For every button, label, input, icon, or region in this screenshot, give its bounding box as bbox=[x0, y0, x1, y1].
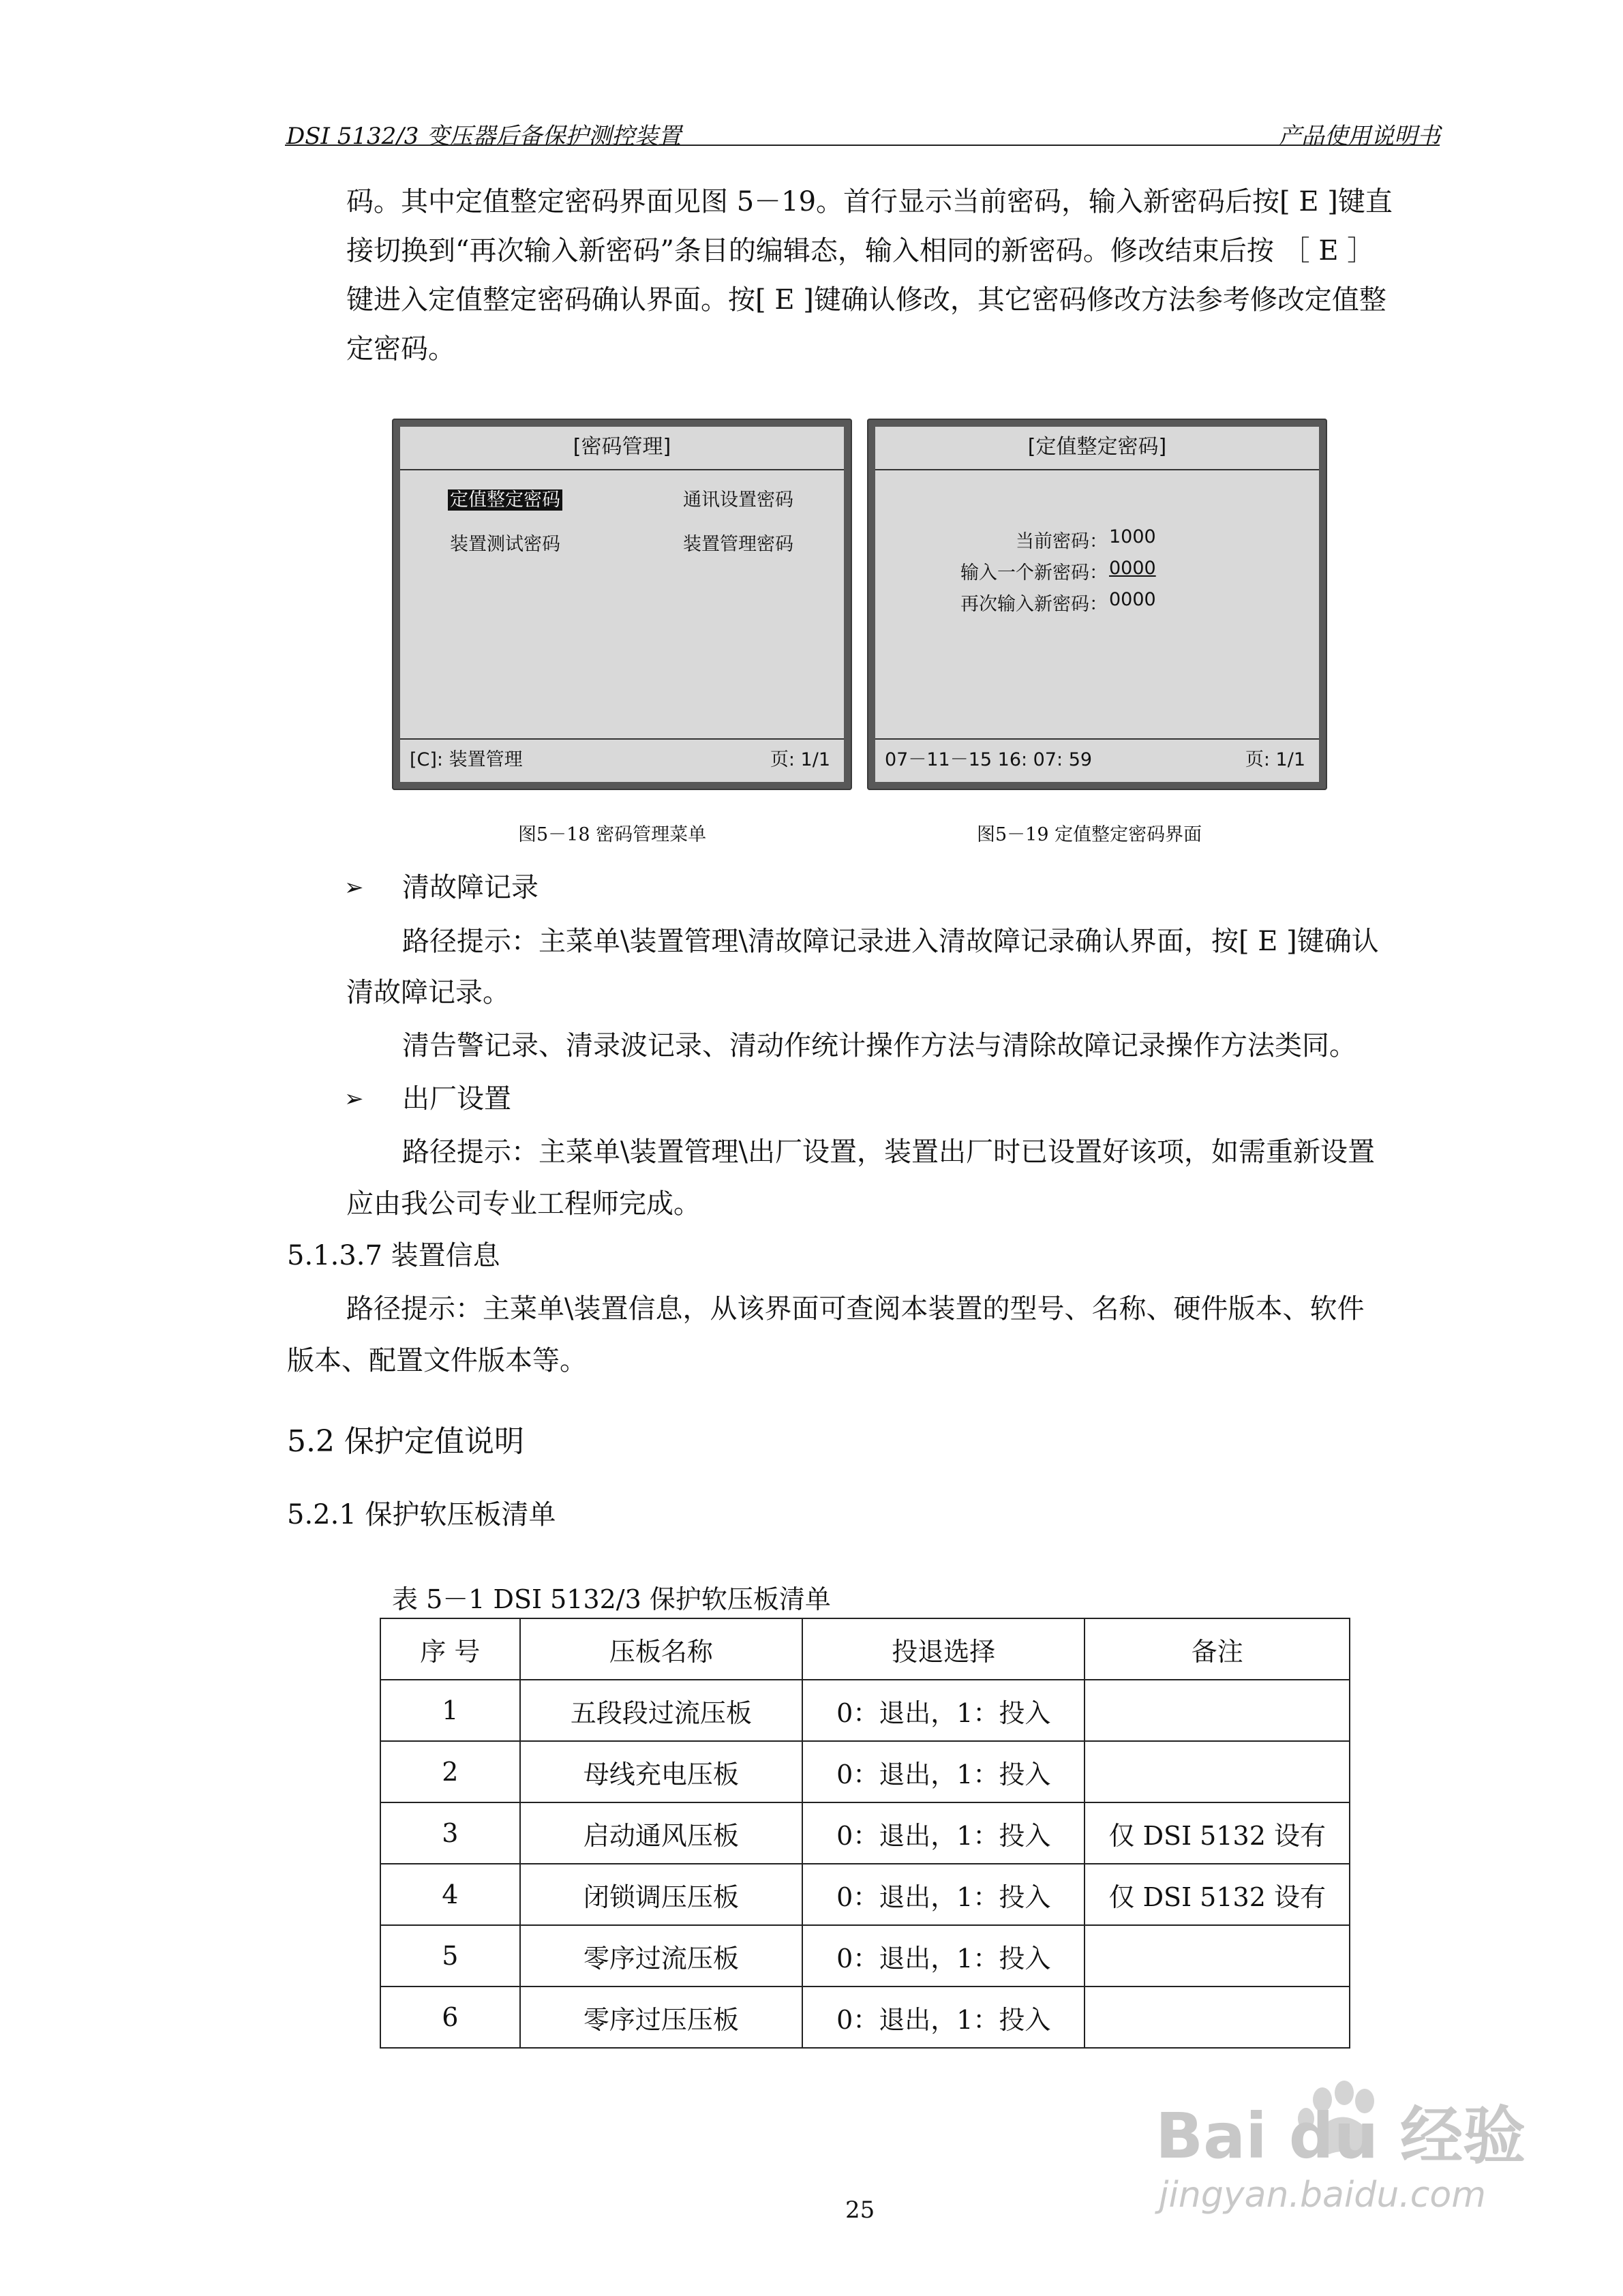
cell-index: 6 bbox=[380, 1987, 520, 2048]
footer-page: 页: 1/1 bbox=[770, 749, 830, 770]
cell-name: 母线充电压板 bbox=[520, 1741, 802, 1802]
screen-title: [密码管理] bbox=[400, 427, 844, 470]
cell-selection: 0：退出，1：投入 bbox=[802, 1987, 1084, 2048]
bullet-arrow-icon: ➢ bbox=[344, 874, 364, 901]
cell-name: 闭锁调压压板 bbox=[520, 1864, 802, 1925]
menu-item-comm-password[interactable]: 通讯设置密码 bbox=[683, 489, 793, 511]
table-row bbox=[380, 1925, 1350, 1987]
cell-remark: 仅 DSI 5132 设有 bbox=[1084, 1802, 1350, 1864]
figure-5-18-caption: 图5－18 密码管理菜单 bbox=[518, 824, 707, 845]
factory-title: 出厂设置 bbox=[402, 1083, 511, 1115]
cell-remark bbox=[1084, 1925, 1350, 1987]
cell-remark bbox=[1084, 1987, 1350, 2048]
menu-item-test-password[interactable]: 装置测试密码 bbox=[450, 534, 560, 555]
cell-remark: 仅 DSI 5132 设有 bbox=[1084, 1864, 1350, 1925]
cell-selection: 0：退出，1：投入 bbox=[802, 1864, 1084, 1925]
cell-index: 3 bbox=[380, 1802, 520, 1864]
intro-line-4: 定密码。 bbox=[346, 333, 455, 365]
device-info-heading: 5.1.3.7 装置信息 bbox=[287, 1240, 500, 1271]
soft-plate-table bbox=[380, 1618, 1350, 2049]
menu-item-setting-password[interactable]: 定值整定密码 bbox=[448, 489, 562, 511]
clear-fault-title: 清故障记录 bbox=[402, 872, 539, 903]
page-number: 25 bbox=[845, 2196, 875, 2224]
screen-footer bbox=[400, 738, 844, 782]
cell-selection: 0：退出，1：投入 bbox=[802, 1741, 1084, 1802]
cell-selection: 0：退出，1：投入 bbox=[802, 1802, 1084, 1864]
factory-line-1: 路径提示：主菜单\装置管理\出厂设置，装置出厂时已设置好该项，如需重新设置 bbox=[402, 1136, 1375, 1168]
footer-datetime: 07－11－15 16: 07: 59 bbox=[885, 749, 1093, 770]
footer-page: 页: 1/1 bbox=[1245, 749, 1305, 770]
table-header-row bbox=[380, 1618, 1350, 1680]
header-left-title: DSI 5132/3 变压器后备保护测控装置 bbox=[286, 123, 682, 150]
cell-index: 1 bbox=[380, 1680, 520, 1741]
table-row bbox=[380, 1864, 1350, 1925]
intro-line-3: 键进入定值整定密码确认界面。按[ E ]键确认修改，其它密码修改方法参考修改定值整 bbox=[346, 284, 1386, 316]
screen-footer bbox=[875, 738, 1319, 782]
cell-name: 五段段过流压板 bbox=[520, 1680, 802, 1741]
figure-5-19-caption: 图5－19 定值整定密码界面 bbox=[977, 824, 1202, 845]
table-row bbox=[380, 1987, 1350, 2048]
bullet-arrow-icon: ➢ bbox=[344, 1085, 364, 1113]
current-password-label: 当前密码： bbox=[1016, 531, 1108, 552]
header-cell-remark: 备注 bbox=[1084, 1618, 1350, 1680]
cell-remark bbox=[1084, 1741, 1350, 1802]
cell-index: 2 bbox=[380, 1741, 520, 1802]
header-cell-selection: 投退选择 bbox=[802, 1618, 1084, 1680]
new-password-label: 输入一个新密码： bbox=[960, 562, 1108, 584]
device-info-line-2: 版本、配置文件版本等。 bbox=[287, 1345, 587, 1376]
table-row bbox=[380, 1680, 1350, 1741]
cell-selection: 0：退出，1：投入 bbox=[802, 1925, 1084, 1987]
cell-index: 4 bbox=[380, 1864, 520, 1925]
header-divider bbox=[285, 145, 1440, 146]
device-info-line-1: 路径提示：主菜单\装置信息，从该界面可查阅本装置的型号、名称、硬件版本、软件 bbox=[346, 1293, 1365, 1325]
factory-line-2: 应由我公司专业工程师完成。 bbox=[346, 1188, 701, 1220]
cell-selection: 0：退出，1：投入 bbox=[802, 1680, 1084, 1741]
new-password-input[interactable]: 0000 bbox=[1109, 558, 1156, 579]
cell-name: 启动通风压板 bbox=[520, 1802, 802, 1864]
footer-hint: [C]: 装置管理 bbox=[410, 749, 523, 770]
setting-password-screen bbox=[867, 419, 1327, 790]
clear-fault-line-2: 清故障记录。 bbox=[346, 977, 510, 1008]
confirm-password-label: 再次输入新密码： bbox=[960, 594, 1108, 615]
clear-fault-line-1: 路径提示：主菜单\装置管理\清故障记录进入清故障记录确认界面，按[ E ]键确认 bbox=[402, 926, 1379, 957]
header-cell-name: 压板名称 bbox=[520, 1618, 802, 1680]
clear-others-line: 清告警记录、清录波记录、清动作统计操作方法与清除故障记录操作方法类同。 bbox=[402, 1030, 1356, 1061]
screen-title: [定值整定密码] bbox=[875, 427, 1319, 470]
section-5-2-1-heading: 5.2.1 保护软压板清单 bbox=[287, 1499, 556, 1530]
cell-index: 5 bbox=[380, 1925, 520, 1987]
intro-line-1: 码。其中定值整定密码界面见图 5－19。首行显示当前密码，输入新密码后按[ E ]键直 bbox=[346, 186, 1393, 217]
current-password-value: 1000 bbox=[1109, 526, 1156, 547]
cell-name: 零序过流压板 bbox=[520, 1925, 802, 1987]
password-menu-screen bbox=[392, 419, 852, 790]
cell-remark bbox=[1084, 1680, 1350, 1741]
header-right-title: 产品使用说明书 bbox=[1278, 123, 1440, 150]
section-5-2-heading: 5.2 保护定值说明 bbox=[287, 1424, 524, 1459]
table-row bbox=[380, 1741, 1350, 1802]
header-cell-index: 序 号 bbox=[380, 1618, 520, 1680]
menu-item-manage-password[interactable]: 装置管理密码 bbox=[683, 534, 793, 555]
table-caption: 表 5－1 DSI 5132/3 保护软压板清单 bbox=[392, 1584, 831, 1614]
confirm-password-input[interactable]: 0000 bbox=[1109, 589, 1156, 610]
watermark-url: jingyan.baidu.com bbox=[1159, 2175, 1486, 2216]
cell-name: 零序过压压板 bbox=[520, 1987, 802, 2048]
watermark-brand: Bai du 经验 bbox=[1155, 2100, 1526, 2173]
intro-line-2: 接切换到“再次输入新密码”条目的编辑态，输入相同的新密码。修改结束后按 ［ E ］ bbox=[346, 235, 1375, 267]
table-row bbox=[380, 1802, 1350, 1864]
